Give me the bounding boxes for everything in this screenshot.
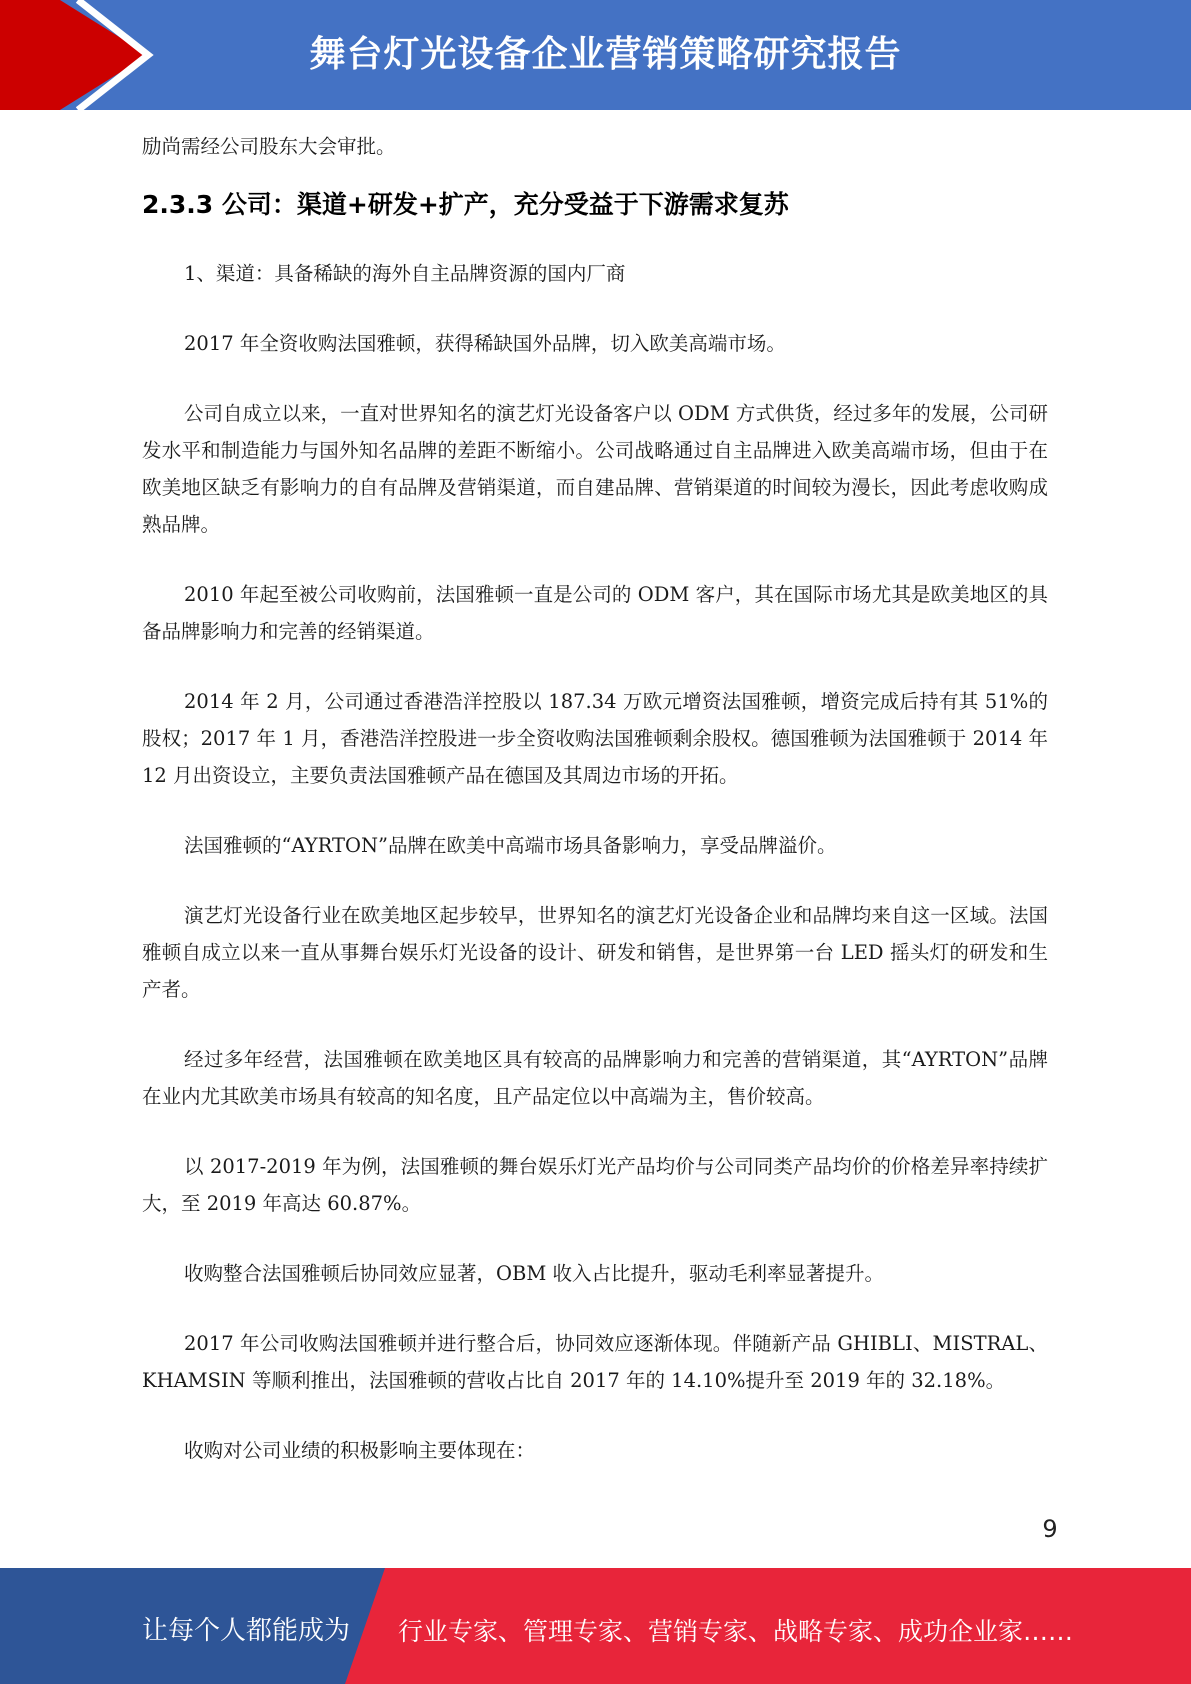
paragraph: 2010 年起至被公司收购前，法国雅顿一直是公司的 ODM 客户，其在国际市场尤其是欧美地区的具备品牌影响力和完善的经销渠道。 — [142, 583, 1048, 643]
footer-slogan: 让每个人都能成为 — [142, 1616, 351, 1646]
paragraph: 法国雅顿的“AYRTON”品牌在欧美中高端市场具备影响力，享受品牌溢价。 — [184, 834, 837, 857]
paragraph: 2014 年 2 月，公司通过香港浩洋控股以 187.34 万欧元增资法国雅顿，增资完成后持有其 51%的股权；2017 年 1 月，香港浩洋控股进一步全资收购法国雅顿剩余股权。德国雅顿为法国雅顿于 2014 年 12 月出资设立，主要负责法国雅顿产品在德国及其周边市场的开拓。 — [142, 690, 1048, 787]
page-body — [142, 128, 1048, 1469]
footer-roles: 行业专家、管理专家、营销专家、战略专家、成功企业家…… — [398, 1617, 1074, 1646]
subsection-label: 1、渠道：具备稀缺的海外自主品牌资源的国内厂商 — [184, 262, 626, 285]
paragraph: 经过多年经营，法国雅顿在欧美地区具有较高的品牌影响力和完善的营销渠道，其“AYRTON”品牌在业内尤其欧美市场具有较高的知名度，且产品定位以中高端为主，售价较高。 — [142, 1048, 1048, 1108]
paragraph: 励尚需经公司股东大会审批。 — [142, 135, 396, 158]
paragraph: 演艺灯光设备行业在欧美地区起步较早，世界知名的演艺灯光设备企业和品牌均来自这一区域。法国雅顿自成立以来一直从事舞台娱乐灯光设备的设计、研发和销售，是世界第一台 LED 摇头灯的研发和生产者。 — [142, 904, 1048, 1001]
page-number: 9 — [1042, 1515, 1058, 1543]
report-title: 舞台灯光设备企业营销策略研究报告 — [309, 34, 902, 75]
paragraph: 2017 年全资收购法国雅顿，获得稀缺国外品牌，切入欧美高端市场。 — [184, 332, 786, 355]
paragraph: 以 2017-2019 年为例，法国雅顿的舞台娱乐灯光产品均价与公司同类产品均价的价格差异率持续扩大，至 2019 年高达 60.87%。 — [142, 1155, 1048, 1215]
page-footer — [0, 1568, 1191, 1684]
section-heading: 2.3.3 公司：渠道+研发+扩产，充分受益于下游需求复苏 — [142, 190, 789, 219]
paragraph: 收购整合法国雅顿后协同效应显著，OBM 收入占比提升，驱动毛利率显著提升。 — [184, 1262, 884, 1285]
page-header — [0, 0, 1191, 110]
paragraph: 收购对公司业绩的积极影响主要体现在： — [184, 1439, 536, 1462]
paragraph: 2017 年公司收购法国雅顿并进行整合后，协同效应逐渐体现。伴随新产品 GHIBLI、MISTRAL、KHAMSIN 等顺利推出，法国雅顿的营收占比自 2017 年的 14.10%提升至 2019 年的 32.18%。 — [142, 1332, 1048, 1392]
paragraph: 公司自成立以来，一直对世界知名的演艺灯光设备客户以 ODM 方式供货，经过多年的发展，公司研发水平和制造能力与国外知名品牌的差距不断缩小。公司战略通过自主品牌进入欧美高端市场，但由于在欧美地区缺乏有影响力的自有品牌及营销渠道，而自建品牌、营销渠道的时间较为漫长，因此考虑收购成熟品牌。 — [142, 402, 1048, 536]
